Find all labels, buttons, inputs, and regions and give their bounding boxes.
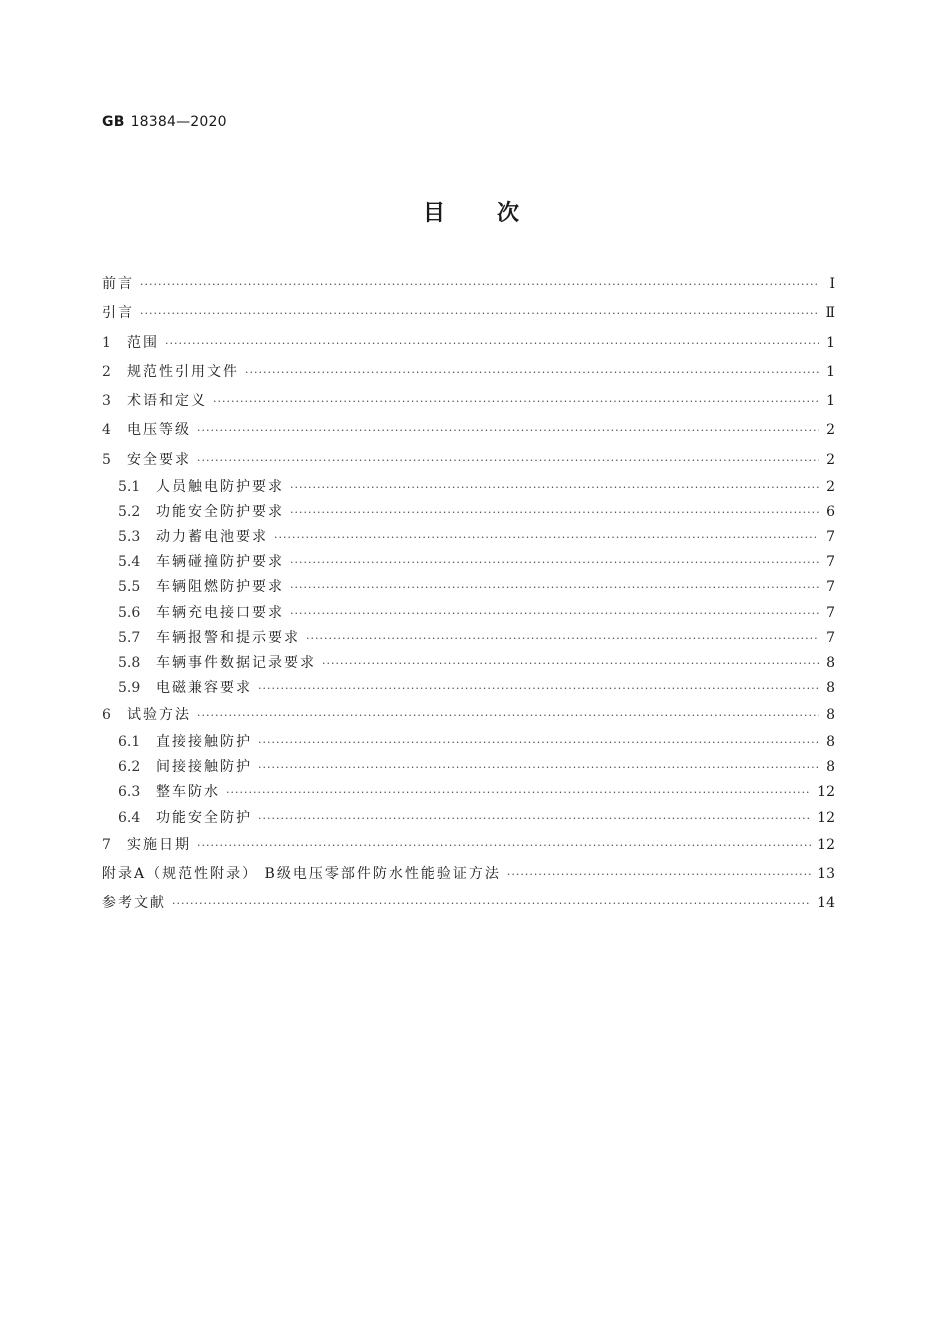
toc-leader-dots [197, 831, 811, 860]
toc-entry-label: 试验方法 [127, 706, 191, 723]
toc-entry-label: 车辆阻燃防护要求 [156, 579, 284, 596]
toc-leader-dots [322, 651, 819, 676]
toc-entry[interactable] [102, 550, 835, 575]
toc-entry-number: 5 [102, 451, 111, 468]
toc-entry-page: Ⅰ [829, 276, 835, 292]
toc-entry-number: 6 [102, 706, 111, 723]
toc-entry-number: 5.8 [118, 654, 141, 671]
standard-number: 18384—2020 [130, 114, 227, 130]
toc-entry-label: 引言 [102, 305, 134, 322]
toc-entry[interactable] [102, 860, 835, 889]
toc-entry-page: 7 [826, 604, 835, 621]
toc-leader-dots [258, 806, 811, 831]
toc-entry[interactable] [102, 387, 835, 416]
toc-entry-label: 车辆碰撞防护要求 [156, 554, 284, 571]
toc-leader-dots [290, 575, 819, 600]
standard-prefix: GB [102, 114, 125, 130]
toc-entry-label: 人员触电防护要求 [156, 479, 284, 496]
toc-leader-dots [290, 500, 819, 525]
toc-entry-number: 5.7 [118, 629, 141, 646]
toc-entry-label: 车辆报警和提示要求 [156, 629, 300, 646]
toc-entry-number: 6.3 [118, 784, 141, 801]
toc-leader-dots [197, 446, 819, 475]
toc-leader-dots [165, 329, 819, 358]
toc-leader-dots [290, 601, 819, 626]
toc-entry-label: 功能安全防护 [156, 809, 252, 826]
toc-entry[interactable] [102, 806, 835, 831]
toc-entry-page: 7 [826, 554, 835, 571]
toc-entry-page: 8 [826, 759, 835, 776]
toc-entry-page: 8 [826, 706, 835, 723]
toc-entry[interactable] [102, 601, 835, 626]
toc-entry[interactable] [102, 889, 835, 918]
toc-entry-label: 前言 [102, 276, 134, 292]
toc-entry-number: 6.4 [118, 809, 141, 826]
toc-entry[interactable] [102, 270, 835, 299]
toc-entry-number: 5.4 [118, 554, 141, 571]
toc-leader-dots [290, 475, 819, 500]
toc-entry[interactable] [102, 626, 835, 651]
toc-entry[interactable] [102, 525, 835, 550]
toc-leader-dots [226, 780, 811, 805]
toc-entry[interactable] [102, 446, 835, 475]
toc-entry-label: 电磁兼容要求 [156, 679, 252, 696]
toc-entry-page: 14 [817, 895, 835, 912]
toc-entry[interactable] [102, 575, 835, 600]
toc-leader-dots [172, 889, 811, 918]
toc-entry-number: 5.5 [118, 579, 141, 596]
toc-entry[interactable] [102, 329, 835, 358]
toc-entry[interactable] [102, 831, 835, 860]
toc-entry-page: 12 [817, 784, 835, 801]
toc-leader-dots [258, 755, 819, 780]
toc-entry-label: 车辆充电接口要求 [156, 604, 284, 621]
table-of-contents [102, 270, 835, 918]
toc-entry-page: 1 [826, 393, 835, 410]
toc-entry-label: 范围 [127, 334, 159, 351]
page-title: 目次 [422, 201, 571, 226]
toc-leader-dots [213, 387, 819, 416]
document-header [102, 114, 227, 130]
toc-entry-label: 附录A（规范性附录） B级电压零部件防水性能验证方法 [102, 865, 501, 882]
toc-entry-page: 8 [826, 734, 835, 751]
toc-entry[interactable] [102, 730, 835, 755]
toc-entry-number: 6.2 [118, 759, 141, 776]
toc-entry[interactable] [102, 416, 835, 445]
toc-leader-dots [290, 550, 819, 575]
toc-entry-label: 安全要求 [127, 451, 191, 468]
toc-entry-label: 规范性引用文件 [127, 363, 239, 380]
toc-entry-page: 13 [817, 865, 835, 882]
toc-entry-page: 7 [826, 579, 835, 596]
toc-entry-label: 术语和定义 [127, 393, 207, 410]
toc-entry-page: 2 [826, 422, 835, 439]
toc-leader-dots [507, 860, 811, 889]
toc-leader-dots [274, 525, 819, 550]
toc-leader-dots [197, 416, 819, 445]
toc-entry-number: 7 [102, 836, 111, 853]
toc-entry[interactable] [102, 780, 835, 805]
toc-entry-number: 5.1 [118, 479, 141, 496]
toc-entry[interactable] [102, 676, 835, 701]
toc-entry-label: 动力蓄电池要求 [156, 529, 268, 546]
toc-entry-label: 电压等级 [127, 422, 191, 439]
toc-entry-number: 5.6 [118, 604, 141, 621]
toc-entry-number: 1 [102, 334, 111, 351]
toc-entry-number: 2 [102, 363, 111, 380]
toc-entry-page: 12 [817, 836, 835, 853]
toc-entry-label: 间接接触防护 [156, 759, 252, 776]
toc-entry[interactable] [102, 475, 835, 500]
toc-entry-label: 车辆事件数据记录要求 [156, 654, 316, 671]
toc-leader-dots [245, 358, 819, 387]
toc-entry[interactable] [102, 651, 835, 676]
toc-entry-page: 12 [817, 809, 835, 826]
toc-entry-number: 4 [102, 422, 111, 439]
toc-entry-label: 直接接触防护 [156, 734, 252, 751]
toc-entry-number: 5.2 [118, 504, 141, 521]
toc-leader-dots [306, 626, 819, 651]
toc-entry-number: 5.3 [118, 529, 141, 546]
toc-entry[interactable] [102, 299, 835, 328]
toc-leader-dots [140, 299, 819, 328]
toc-entry-page: 1 [826, 334, 835, 351]
toc-entry-label: 实施日期 [127, 836, 191, 853]
toc-entry[interactable] [102, 755, 835, 780]
toc-entry-number: 6.1 [118, 734, 141, 751]
toc-entry-page: 2 [826, 479, 835, 496]
toc-entry[interactable] [102, 358, 835, 387]
toc-entry-number: 5.9 [118, 679, 141, 696]
toc-entry-page: 6 [826, 504, 835, 521]
toc-entry-page: Ⅱ [825, 305, 835, 322]
toc-entry-page: 7 [826, 629, 835, 646]
toc-entry-page: 1 [826, 363, 835, 380]
toc-entry-label: 参考文献 [102, 895, 166, 912]
toc-leader-dots [258, 676, 819, 701]
toc-entry[interactable] [102, 701, 835, 730]
toc-entry-page: 8 [826, 679, 835, 696]
toc-leader-dots [258, 730, 819, 755]
toc-entry-label: 整车防水 [156, 784, 220, 801]
toc-entry-page: 2 [826, 451, 835, 468]
toc-leader-dots [197, 701, 819, 730]
toc-entry-page: 8 [826, 654, 835, 671]
toc-leader-dots [140, 270, 819, 299]
toc-entry-page: 7 [826, 529, 835, 546]
toc-entry[interactable] [102, 500, 835, 525]
toc-entry-label: 功能安全防护要求 [156, 504, 284, 521]
toc-entry-number: 3 [102, 393, 111, 410]
